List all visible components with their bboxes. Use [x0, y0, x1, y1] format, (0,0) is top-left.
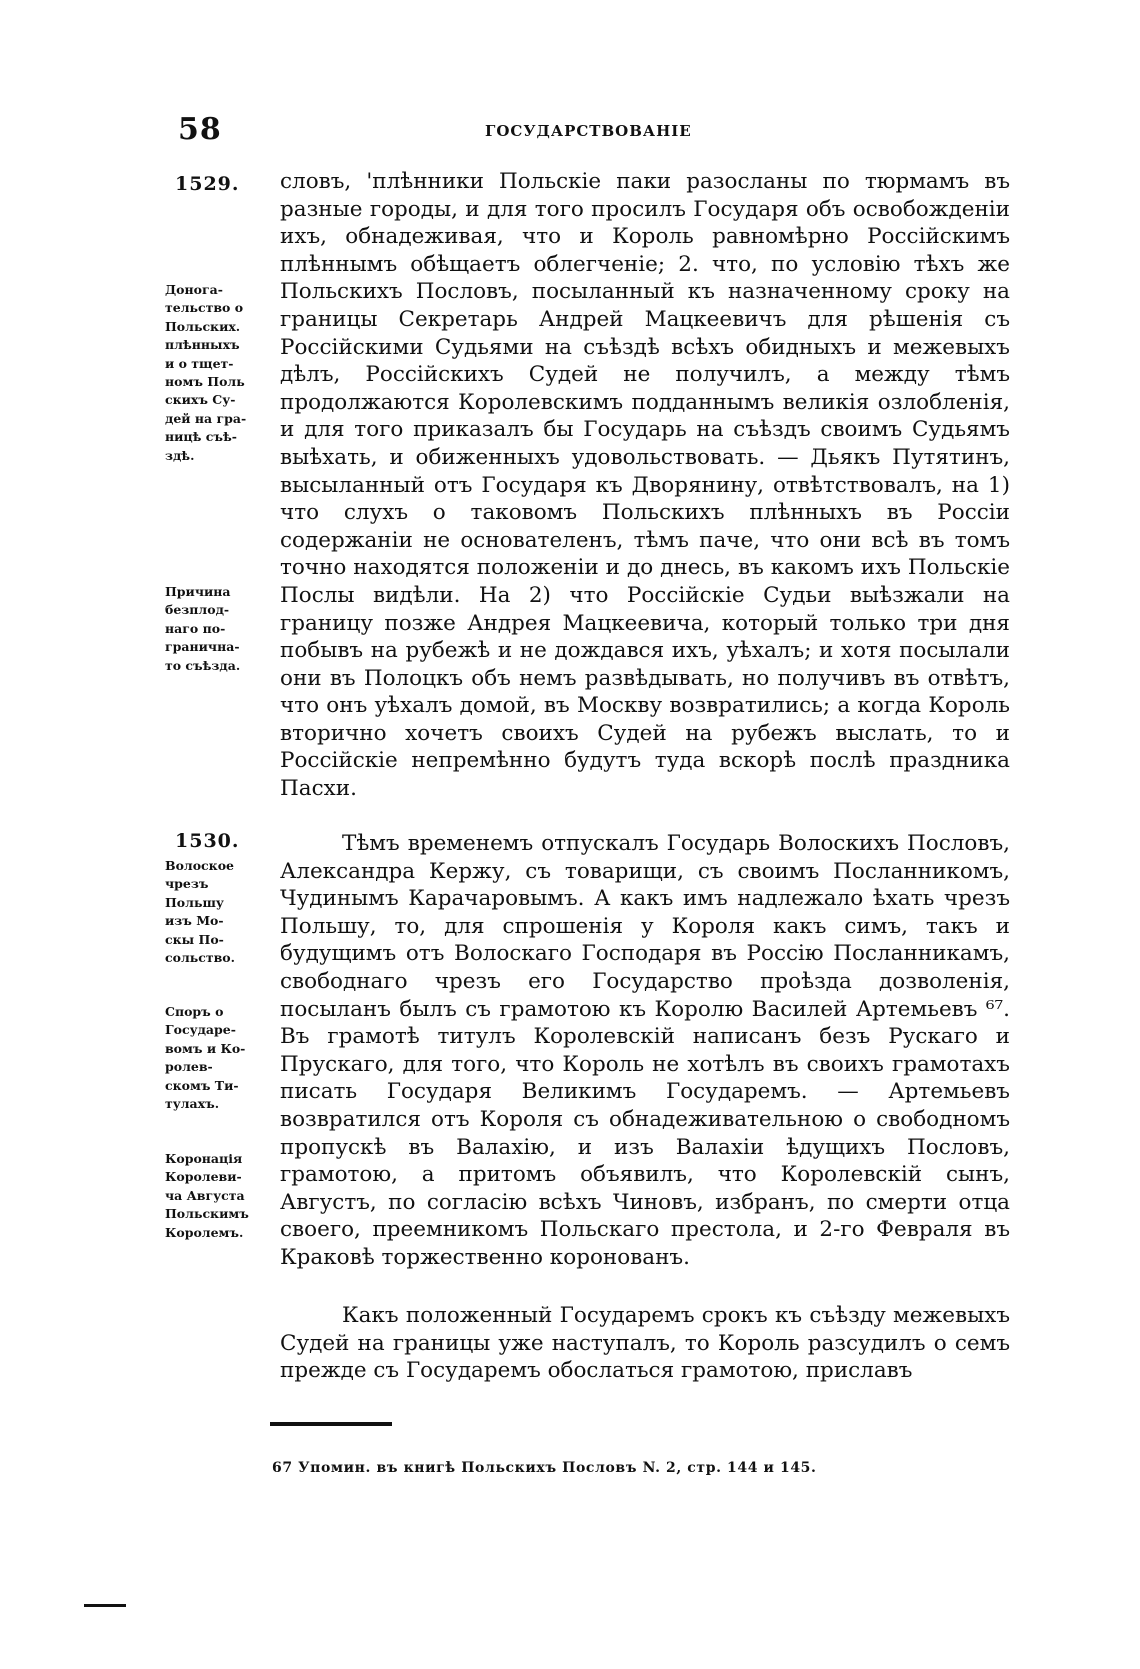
- margin-note-wallachian-embassy: Волоское чрезъ Польшу изъ Мо- скы По- сольство.: [165, 858, 235, 966]
- paragraph-1-text: словъ, 'плѣнники Польскіе паки разосланы по тюрмамъ въ разные городы, и для того просилъ Государя объ освобожденіи ихъ, обнадеживая, что и Король равномѣрно Россійскимъ плѣннымъ обѣщаетъ облегченіе; 2. что, по условію тѣхъ же Польскихъ Пословъ, посыланный къ назначенному сроку на границы Секретарь Андрей Мацкеевичъ для рѣшенія съ Россійскими Судьями на съѣздѣ всѣхъ обидныхъ и межевыхъ дѣлъ, Россійскихъ Судей не получилъ, а между тѣмъ продолжаются Королевскимъ подданнымъ великія озлобленія, и для того приказалъ бы Государь на съѣздъ своимъ Судьямъ выѣхать, и обиженныхъ удовольствовать. — Дьякъ Путятинъ, высыланный отъ Государя къ Дворянину, отвѣтствовалъ, на 1) что слухъ о таковомъ Польскихъ плѣнныхъ въ Россіи содержаніи не основателенъ, тѣмъ паче, что они всѣ въ томъ точно находятся положеніи и до днесь, въ какомъ ихъ Польскіе Послы видѣли. На 2) что Россійскіе Судьи выѣзжали на границу позже Андрея Мацкеевича, который только три дня побывъ на рубежѣ и не дождався ихъ, уѣхалъ; и хотя посылали они въ Полоцкъ объ немъ развѣдывать, но получивъ въ отвѣтъ, что онъ уѣхалъ домой, въ Москву возвратились; а когда Король вторично хочетъ своихъ Судей на рубежъ выслать, то и Россійскіе непремѣнно будутъ туда вскорѣ послѣ праздника Пасхи.: [280, 169, 1010, 802]
- paragraph-1: [280, 168, 1010, 803]
- footnote: 67 Упомин. въ книгѣ Польскихъ Пословъ N. 2, стр. 144 и 145.: [272, 1460, 817, 1476]
- page-number: 58: [178, 112, 222, 147]
- footnote-divider: [270, 1422, 392, 1426]
- year-marker-1529: 1529.: [175, 173, 240, 195]
- running-title: ГОСУДАРСТВОВАНІЕ: [485, 122, 692, 140]
- year-marker-1530: 1530.: [175, 830, 240, 852]
- paragraph-2: [280, 830, 1010, 1272]
- page-edge-mark: [84, 1604, 126, 1607]
- paragraph-2-text: Тѣмъ временемъ отпускалъ Государь Волоскихъ Пословъ, Александра Кержу, съ товарищи, съ своимъ Посланникомъ, Чудинымъ Карачаровымъ. А какъ имъ надлежало ѣхать чрезъ Польшу, то, для спрошенія у Короля какъ симъ, такъ и будущимъ отъ Волоскаго Господаря въ Россію Посланникамъ, свободнаго чрезъ его Государство проѣзда дозволенія, посыланъ былъ съ грамотою къ Королю Василей Артемьевъ ⁶⁷. Въ грамотѣ титулъ Королевскій написанъ безъ Рускаго и Прускаго, для того, что Король не хотѣлъ въ своихъ грамотахъ писать Государя Великимъ Государемъ. — Артемьевъ возвратился отъ Короля съ обнадеживательною о свободномъ пропускѣ въ Валахію, и изъ Валахіи ѣдущихъ Пословъ, грамотою, а притомъ объявилъ, что Королевскій сынъ, Августъ, по согласію всѣхъ Чиновъ, избранъ, по смерти отца своего, преемникомъ Польскаго престола, и 2-го Февраля въ Краковѣ торжественно коронованъ.: [280, 831, 1010, 1270]
- margin-note-polish-prisoners: Донога- тельство о Польских. плѣнныхъ и о тщет- номъ Поль скихъ Су- дей на гра- ницѣ съѣ- здѣ.: [165, 282, 247, 463]
- margin-note-coronation: Коронація Королеви- ча Августа Польскимъ Королемъ.: [165, 1151, 249, 1240]
- paragraph-3: [280, 1302, 1010, 1385]
- paragraph-3-text: Какъ положенный Государемъ срокъ къ съѣзду межевыхъ Судей на границы уже наступалъ, то Король разсудилъ о семъ прежде съ Государемъ обослаться грамотою, приславъ: [280, 1303, 1010, 1384]
- margin-note-titles-dispute: Споръ о Государе- вомъ и Ко- ролев- скомъ Ти- тулахъ.: [165, 1004, 246, 1112]
- margin-note-border-meeting-cause: Причина безплод- наго по- гранична- то съѣзда.: [165, 584, 241, 673]
